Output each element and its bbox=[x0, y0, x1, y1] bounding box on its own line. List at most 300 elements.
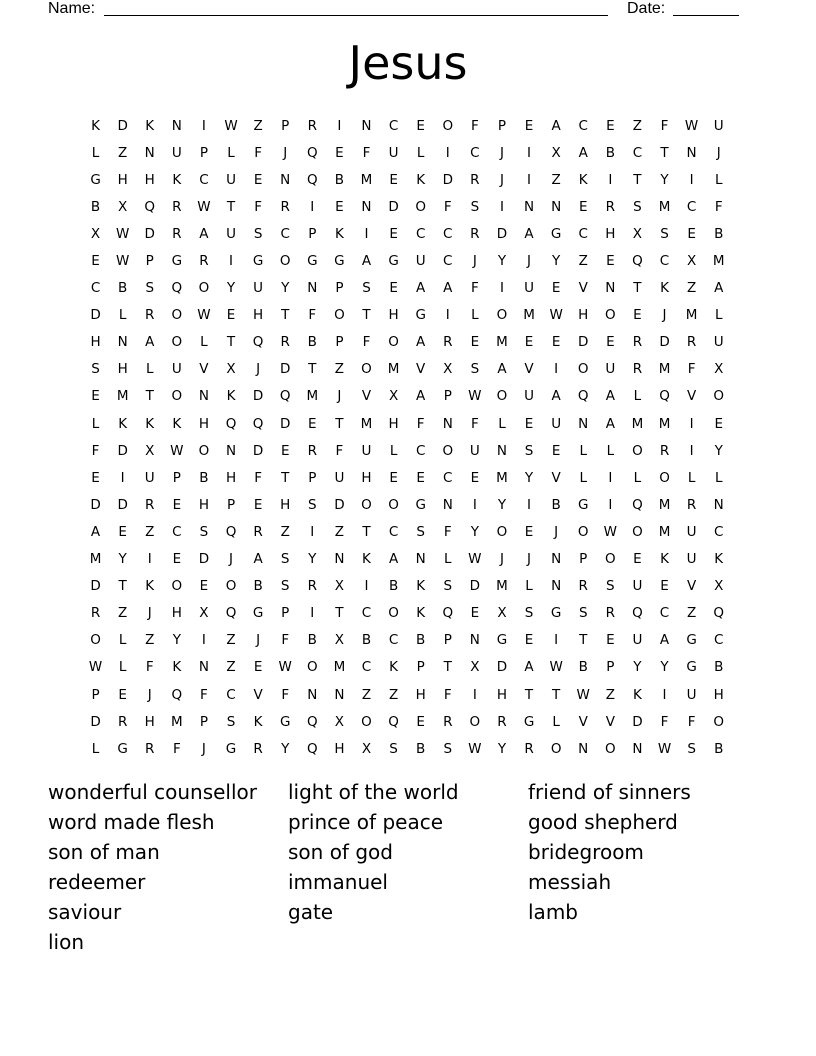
grid-letter: R bbox=[686, 334, 697, 351]
grid-letter: E bbox=[253, 496, 263, 513]
grid-letter: J bbox=[472, 253, 477, 270]
grid-letter: R bbox=[632, 334, 643, 351]
grid-letter: J bbox=[283, 144, 288, 161]
grid-letter: I bbox=[310, 523, 315, 540]
grid-letter: N bbox=[334, 551, 345, 568]
grid-letter: W bbox=[603, 523, 617, 540]
grid-letter: W bbox=[468, 740, 482, 757]
grid-letter: G bbox=[415, 307, 426, 324]
grid-letter: M bbox=[171, 713, 183, 730]
grid-letter: T bbox=[524, 686, 534, 703]
grid-letter: X bbox=[226, 361, 236, 378]
grid-letter: H bbox=[415, 686, 426, 703]
word-list-item: good shepherd bbox=[528, 810, 678, 834]
grid-letter: C bbox=[361, 605, 372, 622]
grid-letter: K bbox=[416, 605, 426, 622]
grid-letter: I bbox=[527, 496, 532, 513]
grid-letter: T bbox=[145, 388, 154, 405]
grid-letter: E bbox=[389, 171, 398, 188]
grid-letter: Y bbox=[281, 740, 290, 757]
grid-letter: B bbox=[90, 198, 101, 215]
grid-letter: G bbox=[171, 253, 183, 270]
word-list-item: friend of sinners bbox=[528, 780, 691, 804]
grid-letter: L bbox=[525, 578, 533, 595]
grid-letter: A bbox=[714, 280, 724, 297]
grid-letter: D bbox=[334, 496, 345, 513]
grid-letter: O bbox=[632, 442, 643, 459]
grid-letter: W bbox=[549, 307, 563, 324]
grid-letter: E bbox=[470, 605, 480, 622]
grid-letter: C bbox=[578, 117, 588, 134]
grid-letter: S bbox=[226, 713, 236, 730]
grid-letter: P bbox=[308, 469, 317, 486]
grid-letter: A bbox=[551, 388, 561, 405]
grid-letter: G bbox=[279, 713, 291, 730]
grid-letter: B bbox=[334, 171, 345, 188]
grid-letter: R bbox=[470, 225, 480, 242]
grid-letter: N bbox=[171, 117, 182, 134]
grid-letter: Q bbox=[306, 740, 318, 757]
grid-letter: K bbox=[172, 171, 182, 188]
grid-letter: L bbox=[227, 144, 235, 161]
grid-letter: I bbox=[120, 469, 125, 486]
grid-letter: D bbox=[252, 442, 264, 459]
grid-letter: U bbox=[361, 442, 372, 459]
grid-letter: U bbox=[469, 442, 480, 459]
grid-letter: L bbox=[606, 442, 615, 459]
grid-letter: L bbox=[714, 469, 723, 486]
grid-letter: R bbox=[145, 740, 155, 757]
grid-letter: E bbox=[470, 334, 480, 351]
grid-letter: J bbox=[256, 361, 261, 378]
grid-letter: M bbox=[658, 523, 671, 540]
grid-letter: E bbox=[253, 659, 263, 676]
grid-letter: Q bbox=[577, 388, 589, 405]
grid-letter: C bbox=[199, 171, 209, 188]
grid-letter: N bbox=[686, 144, 697, 161]
grid-letter: X bbox=[145, 442, 155, 459]
grid-letter: L bbox=[200, 334, 208, 351]
grid-letter: U bbox=[226, 171, 236, 188]
grid-letter: X bbox=[334, 632, 345, 649]
grid-letter: E bbox=[606, 632, 615, 649]
grid-letter: E bbox=[606, 253, 615, 270]
grid-letter: X bbox=[686, 253, 697, 270]
grid-letter: U bbox=[226, 225, 236, 242]
grid-letter: P bbox=[497, 117, 507, 134]
grid-letter: K bbox=[660, 280, 669, 297]
grid-letter: X bbox=[714, 578, 724, 595]
grid-letter: N bbox=[523, 198, 535, 215]
grid-letter: O bbox=[632, 523, 643, 540]
grid-letter: T bbox=[633, 171, 642, 188]
grid-letter: P bbox=[145, 253, 154, 270]
grid-letter: R bbox=[605, 605, 616, 622]
grid-letter: U bbox=[524, 280, 534, 297]
grid-letter: W bbox=[197, 198, 211, 215]
grid-letter: A bbox=[443, 280, 453, 297]
grid-letter: W bbox=[170, 442, 184, 459]
grid-letter: M bbox=[306, 388, 319, 405]
grid-letter: O bbox=[496, 307, 508, 324]
grid-letter: K bbox=[416, 578, 426, 595]
grid-letter: F bbox=[687, 713, 696, 730]
grid-letter: B bbox=[388, 578, 399, 595]
grid-letter: M bbox=[631, 415, 644, 432]
grid-letter: S bbox=[91, 361, 100, 378]
date-label: Date: bbox=[627, 0, 666, 17]
grid-letter: Q bbox=[225, 605, 237, 622]
grid-letter: W bbox=[468, 388, 482, 405]
grid-letter: R bbox=[307, 117, 317, 134]
grid-letter: R bbox=[199, 253, 209, 270]
grid-letter: I bbox=[499, 280, 504, 297]
grid-letter: Y bbox=[308, 551, 317, 568]
grid-letter: X bbox=[361, 740, 372, 757]
word-list-item: redeemer bbox=[48, 870, 146, 894]
grid-letter: Z bbox=[334, 523, 345, 540]
grid-letter: L bbox=[416, 144, 425, 161]
grid-letter: U bbox=[171, 144, 182, 161]
grid-letter: H bbox=[578, 307, 589, 324]
grid-letter: Y bbox=[497, 740, 507, 757]
grid-letter: P bbox=[91, 686, 100, 703]
grid-letter: O bbox=[577, 361, 589, 378]
grid-letter: Z bbox=[145, 632, 155, 649]
grid-letter: N bbox=[632, 740, 643, 757]
word-list-item: word made flesh bbox=[48, 810, 215, 834]
grid-letter: G bbox=[252, 253, 264, 270]
grid-letter: Q bbox=[225, 523, 237, 540]
grid-letter: O bbox=[550, 740, 562, 757]
grid-letter: K bbox=[253, 713, 263, 730]
grid-letter: L bbox=[579, 469, 587, 486]
grid-letter: B bbox=[199, 469, 209, 486]
grid-letter: H bbox=[713, 686, 724, 703]
grid-letter: L bbox=[389, 442, 398, 459]
grid-letter: E bbox=[389, 469, 398, 486]
letter-grid bbox=[82, 112, 732, 762]
grid-letter: L bbox=[714, 171, 723, 188]
grid-letter: G bbox=[415, 496, 426, 513]
grid-letter: C bbox=[226, 686, 236, 703]
grid-letter: M bbox=[360, 415, 373, 432]
grid-letter: L bbox=[687, 469, 696, 486]
grid-letter: E bbox=[389, 280, 398, 297]
grid-letter: O bbox=[171, 334, 183, 351]
grid-letter: J bbox=[499, 144, 504, 161]
grid-letter: F bbox=[200, 686, 208, 703]
grid-letter: L bbox=[633, 469, 642, 486]
grid-letter: X bbox=[632, 225, 643, 242]
grid-letter: E bbox=[524, 523, 534, 540]
grid-letter: J bbox=[554, 523, 559, 540]
grid-letter: V bbox=[199, 361, 209, 378]
grid-letter: M bbox=[387, 361, 400, 378]
grid-letter: Y bbox=[226, 280, 236, 297]
worksheet-header bbox=[48, 0, 748, 20]
grid-letter: Y bbox=[497, 496, 507, 513]
grid-letter: V bbox=[524, 361, 534, 378]
grid-letter: J bbox=[256, 632, 261, 649]
grid-letter: C bbox=[388, 117, 399, 134]
grid-letter: A bbox=[361, 253, 372, 270]
grid-letter: J bbox=[662, 307, 667, 324]
grid-letter: R bbox=[280, 334, 290, 351]
grid-letter: A bbox=[388, 551, 399, 568]
grid-letter: J bbox=[527, 253, 532, 270]
grid-letter: F bbox=[362, 334, 371, 351]
grid-letter: N bbox=[605, 280, 616, 297]
grid-letter: Q bbox=[279, 388, 291, 405]
grid-letter: W bbox=[468, 551, 482, 568]
grid-letter: S bbox=[443, 740, 453, 757]
grid-letter: M bbox=[496, 334, 508, 351]
grid-letter: D bbox=[578, 334, 589, 351]
grid-letter: T bbox=[308, 361, 317, 378]
grid-letter: O bbox=[171, 388, 183, 405]
name-label: Name: bbox=[48, 0, 96, 17]
grid-letter: C bbox=[172, 523, 182, 540]
grid-letter: D bbox=[117, 117, 128, 134]
grid-letter: Z bbox=[280, 523, 290, 540]
grid-letter: E bbox=[91, 469, 100, 486]
grid-letter: F bbox=[254, 198, 262, 215]
grid-letter: C bbox=[713, 523, 724, 540]
grid-letter: B bbox=[578, 659, 588, 676]
grid-letter: E bbox=[308, 415, 317, 432]
grid-letter: H bbox=[496, 686, 508, 703]
grid-letter: G bbox=[388, 253, 399, 270]
grid-letter: T bbox=[579, 632, 588, 649]
grid-letter: U bbox=[605, 361, 616, 378]
grid-letter: I bbox=[201, 117, 206, 134]
grid-letter: L bbox=[633, 388, 642, 405]
grid-letter: U bbox=[524, 388, 534, 405]
grid-letter: S bbox=[660, 225, 669, 242]
grid-letter: E bbox=[335, 144, 344, 161]
grid-letter: G bbox=[550, 225, 562, 242]
grid-letter: F bbox=[470, 415, 479, 432]
grid-letter: J bbox=[201, 740, 206, 757]
grid-letter: S bbox=[308, 496, 317, 513]
grid-letter: I bbox=[608, 171, 613, 188]
word-list-item: bridegroom bbox=[528, 840, 644, 864]
grid-letter: F bbox=[470, 117, 479, 134]
grid-letter: G bbox=[90, 171, 101, 188]
grid-letter: F bbox=[443, 198, 452, 215]
grid-letter: T bbox=[226, 198, 236, 215]
grid-letter: W bbox=[576, 686, 590, 703]
grid-letter: R bbox=[470, 171, 480, 188]
grid-letter: O bbox=[279, 253, 291, 270]
grid-letter: N bbox=[442, 415, 453, 432]
grid-letter: E bbox=[633, 307, 642, 324]
grid-letter: R bbox=[172, 198, 182, 215]
grid-letter: D bbox=[144, 225, 155, 242]
grid-letter: B bbox=[307, 632, 317, 649]
grid-letter: W bbox=[115, 225, 130, 242]
grid-letter: R bbox=[524, 740, 534, 757]
grid-letter: W bbox=[115, 253, 130, 270]
grid-letter: N bbox=[307, 686, 318, 703]
grid-letter: W bbox=[197, 307, 211, 324]
grid-letter: R bbox=[280, 198, 290, 215]
grid-letter: E bbox=[578, 198, 588, 215]
grid-letter: E bbox=[335, 198, 344, 215]
grid-letter: B bbox=[361, 632, 372, 649]
grid-letter: Y bbox=[660, 659, 669, 676]
grid-letter: I bbox=[445, 144, 450, 161]
grid-letter: T bbox=[118, 578, 127, 595]
grid-letter: Z bbox=[226, 659, 236, 676]
grid-letter: S bbox=[280, 578, 290, 595]
grid-letter: T bbox=[362, 307, 371, 324]
grid-letter: Z bbox=[686, 605, 697, 622]
grid-letter: E bbox=[91, 253, 100, 270]
grid-letter: E bbox=[524, 415, 534, 432]
grid-letter: G bbox=[686, 659, 697, 676]
grid-letter: Z bbox=[334, 361, 345, 378]
grid-letter: Y bbox=[497, 253, 507, 270]
grid-letter: Q bbox=[252, 334, 264, 351]
grid-letter: Z bbox=[605, 686, 615, 703]
grid-letter: M bbox=[658, 198, 671, 215]
grid-letter: A bbox=[605, 415, 615, 432]
grid-letter: E bbox=[714, 415, 723, 432]
grid-letter: B bbox=[416, 740, 426, 757]
grid-letter: E bbox=[551, 280, 561, 297]
grid-letter: M bbox=[89, 551, 102, 568]
grid-letter: Y bbox=[633, 659, 642, 676]
grid-letter: E bbox=[524, 117, 534, 134]
grid-letter: U bbox=[686, 551, 697, 568]
grid-letter: M bbox=[658, 496, 671, 513]
grid-letter: L bbox=[91, 415, 100, 432]
grid-letter: U bbox=[713, 334, 724, 351]
grid-letter: S bbox=[253, 225, 263, 242]
word-list bbox=[48, 780, 788, 970]
grid-letter: O bbox=[171, 307, 183, 324]
grid-letter: X bbox=[334, 713, 345, 730]
grid-letter: W bbox=[549, 659, 563, 676]
grid-letter: C bbox=[632, 144, 643, 161]
grid-letter: D bbox=[90, 578, 101, 595]
grid-letter: N bbox=[469, 632, 480, 649]
grid-letter: C bbox=[686, 198, 697, 215]
grid-letter: W bbox=[657, 740, 672, 757]
grid-letter: D bbox=[90, 307, 101, 324]
grid-letter: X bbox=[714, 361, 724, 378]
grid-letter: R bbox=[443, 713, 453, 730]
grid-letter: E bbox=[606, 117, 615, 134]
grid-letter: Q bbox=[632, 253, 643, 270]
grid-letter: E bbox=[199, 578, 209, 595]
grid-letter: O bbox=[388, 605, 399, 622]
grid-letter: O bbox=[442, 442, 454, 459]
grid-letter: I bbox=[147, 551, 152, 568]
grid-letter: R bbox=[172, 225, 182, 242]
grid-letter: T bbox=[335, 415, 344, 432]
grid-letter: D bbox=[469, 578, 481, 595]
grid-letter: T bbox=[226, 334, 236, 351]
grid-letter: C bbox=[90, 280, 101, 297]
grid-letter: W bbox=[278, 659, 292, 676]
grid-letter: J bbox=[147, 686, 152, 703]
grid-letter: L bbox=[471, 307, 479, 324]
grid-letter: D bbox=[632, 713, 643, 730]
grid-letter: N bbox=[713, 496, 724, 513]
grid-letter: F bbox=[308, 307, 317, 324]
grid-letter: H bbox=[117, 361, 128, 378]
grid-letter: M bbox=[360, 171, 373, 188]
grid-letter: R bbox=[253, 740, 263, 757]
grid-letter: M bbox=[333, 659, 346, 676]
grid-letter: X bbox=[470, 659, 480, 676]
grid-letter: Y bbox=[281, 280, 290, 297]
grid-letter: I bbox=[689, 442, 694, 459]
grid-letter: K bbox=[145, 578, 155, 595]
grid-letter: H bbox=[605, 225, 616, 242]
grid-letter: E bbox=[91, 388, 100, 405]
grid-letter: U bbox=[253, 280, 264, 297]
grid-letter: T bbox=[633, 280, 642, 297]
grid-letter: O bbox=[334, 307, 345, 324]
grid-letter: Z bbox=[551, 171, 561, 188]
grid-letter: B bbox=[118, 280, 128, 297]
grid-letter: W bbox=[224, 117, 238, 134]
grid-letter: W bbox=[684, 117, 699, 134]
grid-letter: E bbox=[633, 551, 642, 568]
grid-letter: D bbox=[90, 496, 101, 513]
grid-letter: Z bbox=[632, 117, 643, 134]
grid-letter: H bbox=[198, 415, 209, 432]
grid-letter: I bbox=[310, 605, 315, 622]
grid-letter: H bbox=[90, 334, 101, 351]
grid-letter: N bbox=[578, 415, 589, 432]
grid-letter: E bbox=[416, 117, 425, 134]
grid-letter: I bbox=[201, 632, 206, 649]
grid-letter: K bbox=[362, 551, 371, 568]
word-list-item: immanuel bbox=[288, 870, 388, 894]
grid-letter: G bbox=[252, 605, 264, 622]
grid-letter: E bbox=[118, 686, 127, 703]
grid-letter: J bbox=[527, 551, 532, 568]
grid-letter: R bbox=[632, 361, 643, 378]
grid-letter: O bbox=[713, 388, 725, 405]
grid-letter: D bbox=[659, 334, 670, 351]
grid-letter: U bbox=[551, 415, 562, 432]
grid-letter: C bbox=[713, 632, 724, 649]
grid-letter: R bbox=[90, 605, 101, 622]
grid-letter: S bbox=[470, 361, 480, 378]
grid-letter: B bbox=[307, 334, 317, 351]
grid-letter: K bbox=[226, 388, 236, 405]
grid-letter: J bbox=[337, 388, 342, 405]
grid-letter: N bbox=[551, 198, 562, 215]
grid-letter: I bbox=[364, 578, 369, 595]
grid-letter: S bbox=[199, 523, 209, 540]
grid-letter: M bbox=[658, 361, 671, 378]
grid-letter: P bbox=[172, 469, 181, 486]
grid-letter: F bbox=[660, 713, 669, 730]
grid-letter: I bbox=[472, 496, 477, 513]
grid-letter: C bbox=[388, 632, 399, 649]
grid-letter: A bbox=[551, 117, 561, 134]
grid-letter: D bbox=[117, 496, 128, 513]
grid-letter: V bbox=[253, 686, 263, 703]
word-list-item: lamb bbox=[528, 900, 578, 924]
